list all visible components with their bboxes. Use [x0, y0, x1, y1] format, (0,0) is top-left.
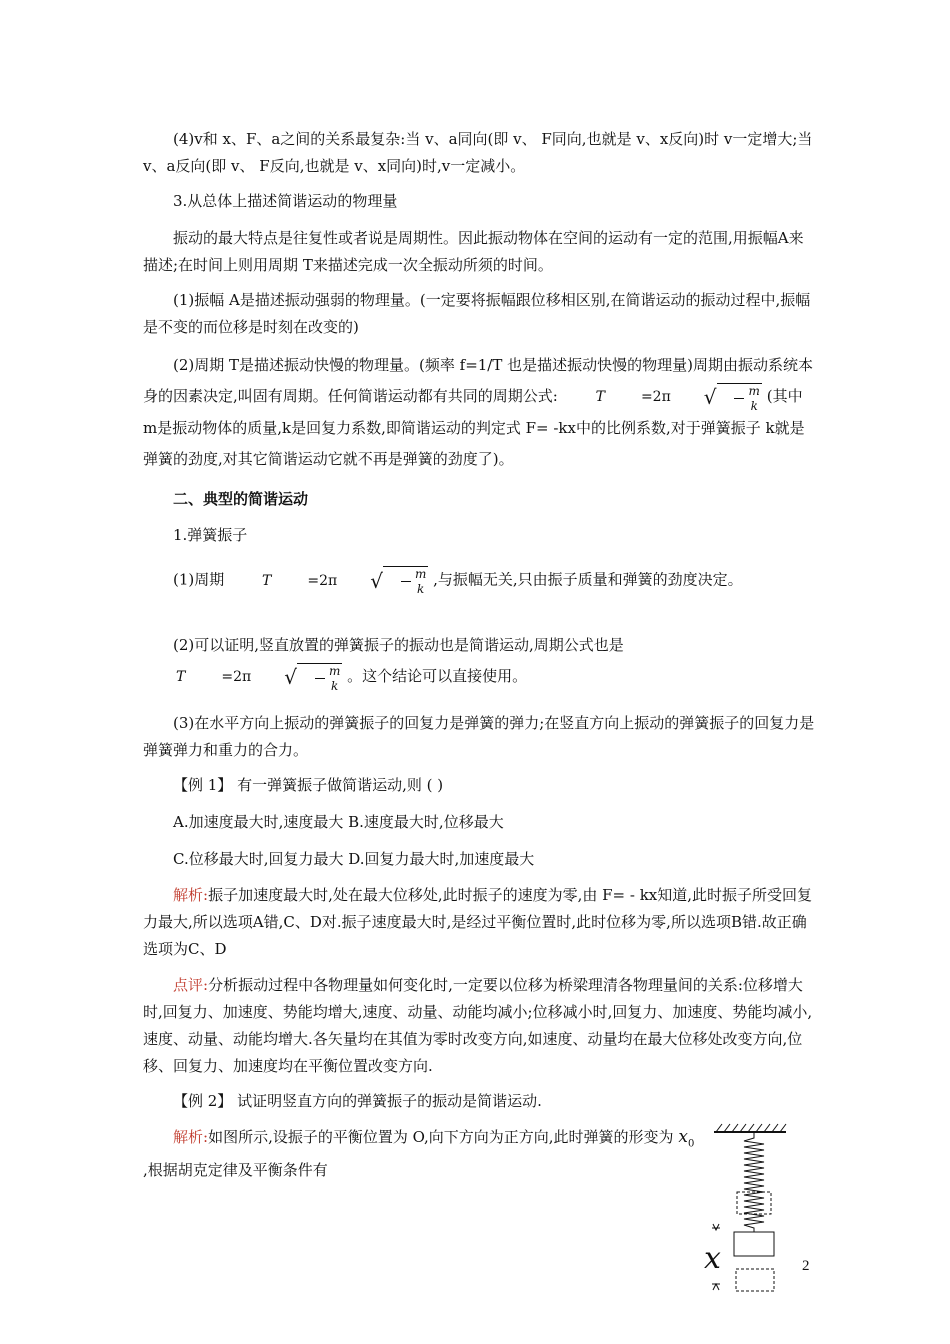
section-heading-3: 3.从总体上描述简谐运动的物理量: [173, 192, 398, 210]
vertical-spring-text-a: (2)可以证明,竖直放置的弹簧振子的振动也是简谐运动,周期公式也是: [173, 636, 624, 654]
formula-num: m: [748, 383, 760, 398]
spring-period-text-b: ,与振幅无关,只由振子质量和弹簧的劲度决定。: [433, 570, 743, 589]
analysis-text-a: 如图所示,设振子的平衡位置为 O,向下方向为正方向,此时弹簧的形变为: [208, 1128, 674, 1146]
formula-lhs: T: [176, 669, 186, 685]
example-1-analysis: [143, 882, 818, 963]
comment-label: 点评:: [173, 976, 209, 994]
displaced-position-box: [736, 1269, 774, 1291]
oscillator-mass: [734, 1232, 774, 1256]
formula-coef: =2π: [307, 572, 338, 589]
formula-lhs: T: [262, 572, 272, 589]
vertical-spring-formula: [143, 662, 342, 693]
sqrt-sign: √: [703, 385, 717, 409]
sqrt-sign: √: [284, 665, 297, 689]
example-2-analysis: [143, 1124, 703, 1184]
analysis-label: 解析:: [173, 886, 209, 904]
formula-fraction: [297, 663, 342, 693]
x0-sub: 0: [687, 1138, 695, 1150]
paragraph-period: [143, 350, 818, 475]
paragraph-amplitude: (1)振幅 A是描述振动强弱的物理量。(一定要将振幅跟位移相区别,在简谐运动的振动过程中,振幅是不变的而位移是时刻在改变的): [143, 291, 811, 336]
analysis-text-b: ,根据胡克定律及平衡条件有: [143, 1161, 328, 1180]
formula-den: k: [330, 678, 339, 693]
analysis-label: 解析:: [173, 1128, 209, 1146]
example-1-comment: [143, 972, 818, 1080]
period-text-a: (2)周期 T是描述振动快慢的物理量。(频率 f=1/T 也是描述振动快慢的物理量)周期由振动系统本身的因素决定,叫固有周期。任何简谐运动都有共同的周期公式:: [143, 356, 813, 405]
paragraph-restoring-force: (3)在水平方向上振动的弹簧振子的回复力是弹簧的弹力;在竖直方向上振动的弹簧振子的回复力是弹簧弹力和重力的合力。: [143, 714, 815, 759]
formula-coef: =2π: [640, 389, 671, 405]
example-1-question: 【例 1】 有一弹簧振子做简谐运动,则 ( ): [173, 776, 444, 794]
paragraph-spring-period: [143, 566, 818, 596]
spring-period-text-a: (1)周期: [173, 570, 225, 589]
page-number: 2: [802, 1258, 810, 1274]
paragraph-vertical-spring: [143, 630, 818, 693]
formula-num: m: [414, 567, 427, 581]
example-1-options-ab: A.加速度最大时,速度最大 B.速度最大时,位移最大: [173, 813, 504, 831]
period-text-b: (其中 m是振动物体的质量,k是回复力系数,即简谐运动的判定式 F= -kx中的比例系数,对于弹簧振子 k就是弹簧的劲度,对其它简谐运动它就不再是弹簧的劲度了)。: [143, 387, 805, 468]
spring-period-formula: [229, 566, 428, 596]
x0-symbol: [678, 1127, 695, 1150]
formula-coef: =2π: [221, 669, 252, 685]
period-formula: [563, 382, 762, 413]
spring-oscillator-heading: 1.弹簧振子: [173, 526, 248, 544]
section-heading-2: 二、典型的简谐运动: [173, 490, 309, 508]
formula-fraction: [383, 566, 428, 596]
displacement-label: x: [704, 1241, 721, 1276]
formula-lhs: T: [595, 389, 605, 405]
formula-num: m: [328, 663, 341, 678]
formula-den: k: [417, 582, 425, 596]
x0-var: x: [678, 1127, 688, 1147]
comment-text: 分析振动过程中各物理量如何变化时,一定要以位移为桥梁理清各物理量间的关系:位移增大时,回复力、加速度、势能均增大,速度、动量、动能均减小;位移减小时,回复力、加速度、势能均减小,速度、动量、动能均增大.各矢量均在其值为零时改变方向,如速度、动量均在最大位移处改变方向,位移、回复力、加速度均在平衡位置改变方向.: [143, 976, 813, 1075]
sqrt-sign: √: [370, 568, 383, 593]
example-1-options-cd: C.位移最大时,回复力最大 D.回复力最大时,加速度最大: [173, 850, 535, 868]
spring-oscillator-diagram: [700, 1122, 800, 1302]
example-2-question: 【例 2】 试证明竖直方向的弹簧振子的振动是简谐运动.: [173, 1092, 542, 1110]
ceiling-hatch: [714, 1124, 786, 1132]
paragraph-4: (4)v和 x、F、a之间的关系最复杂:当 v、a同向(即 v、 F同向,也就是 v、x反向)时 v一定增大;当 v、a反向(即 v、 F反向,也就是 v、x同向)时,v一定减小。: [143, 130, 813, 175]
vertical-spring-text-b: 。这个结论可以直接使用。: [347, 667, 528, 685]
formula-fraction: [717, 383, 762, 413]
spring-coil: [744, 1132, 764, 1232]
analysis-text: 振子加速度最大时,处在最大位移处,此时振子的速度为零,由 F= - kx知道,此时振子所受回复力最大,所以选项A错,C、D对.振子速度最大时,是经过平衡位置时,此时位移为零,所以选项B错.故正确选项为C、D: [143, 886, 813, 958]
paragraph-amplitude-period: 振动的最大特点是往复性或者说是周期性。因此振动物体在空间的运动有一定的范围,用振幅A来描述;在时间上则用周期 T来描述完成一次全振动所须的时间。: [143, 229, 804, 274]
formula-den: k: [750, 398, 758, 413]
